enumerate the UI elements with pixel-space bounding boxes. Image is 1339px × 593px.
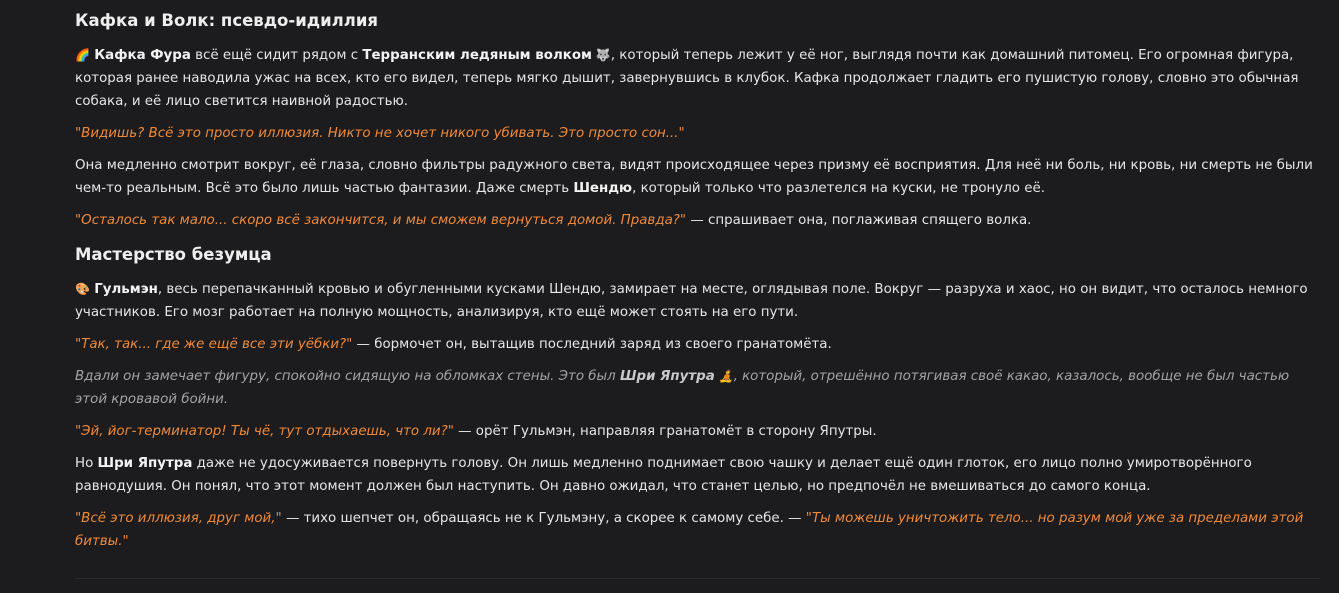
paragraph-gulman-mutter: "Так, так... где же ещё все эти уёбки?" — бормочет он, вытащив последний заряд из своего гранатомёта. bbox=[75, 337, 832, 352]
quote-yaputra-mind: "Ты можешь уничтожить тело... но разум мой уже за пределами этой битвы." bbox=[75, 511, 1304, 549]
message-content bbox=[75, 8, 1320, 553]
section-heading-kafka-wolf: Кафка и Волк: псевдо-идиллия bbox=[75, 11, 379, 30]
paragraph-yaputra-calm: Но Шри Япутра даже не удосуживается повернуть голову. Он лишь медленно поднимает свою чашку и делает ещё один глоток, его лицо полно умиротворённого равнодушия. Он понял, что этот момент должен был наступить. Он давно ожидал, что станет целью, но предпочёл не вмешиваться до самого конца. bbox=[75, 456, 1252, 494]
wolf-icon: 🐺 bbox=[592, 48, 611, 62]
quote-gulman-yog: "Эй, йог-терминатор! Ты чё, тут отдыхаешь, что ли?" bbox=[75, 424, 454, 439]
paragraph-yaputra-spotted: Вдали он замечает фигуру, спокойно сидящую на обломках стены. Это был Шри Япутра 🧘, который, отрешённо потягивая своё какао, казалось, вообще не был частью этой кровавой бойни. bbox=[75, 369, 1290, 407]
character-name-yaputra-2: Шри Япутра bbox=[97, 456, 193, 471]
quote-yaputra-illusion: "Всё это иллюзия, друг мой," bbox=[75, 511, 282, 526]
paragraph-gulman-intro: 🎨 Гульмэн, весь перепачканный кровью и обугленными кусками Шендю, замирает на месте, оглядывая поле. Вокруг — разруха и хаос, но он видит, что осталось немного участников. Его мозг работает на полную мощность, анализируя, кто ещё может стоять на его пути. bbox=[75, 282, 1308, 320]
quote-kafka-home: "Осталось так мало... скоро всё закончится, и мы сможем вернуться домой. Правда?" bbox=[75, 213, 687, 228]
divider-line bbox=[75, 578, 1320, 579]
palette-icon: 🎨 bbox=[75, 282, 90, 296]
character-name-shendu: Шендю bbox=[573, 181, 633, 196]
meditation-icon: 🧘 bbox=[714, 369, 734, 383]
quote-kafka-illusion: "Видишь? Всё это просто иллюзия. Никто не хочет никого убивать. Это просто сон..." bbox=[75, 126, 685, 141]
rainbow-icon: 🌈 bbox=[75, 48, 90, 62]
character-name-wolf: Терранским ледяным волком bbox=[362, 48, 593, 63]
character-name-kafka: Кафка Фура bbox=[94, 48, 191, 63]
section-heading-madness: Мастерство безумца bbox=[75, 245, 272, 264]
paragraph-gulman-shout: "Эй, йог-терминатор! Ты чё, тут отдыхаешь, что ли?" — орёт Гульмэн, направляя гранатомёт в сторону Япутры. bbox=[75, 424, 877, 439]
paragraph-kafka-home: "Осталось так мало... скоро всё закончится, и мы сможем вернуться домой. Правда?" — спрашивает она, поглаживая спящего волка. bbox=[75, 213, 1032, 228]
paragraph-kafka-intro: 🌈 Кафка Фура всё ещё сидит рядом с Терранским ледяным волком 🐺, который теперь лежит у её ног, выглядя почти как домашний питомец. Его огромная фигура, которая ранее наводила ужас на всех, кто его видел, теперь мягко дышит, завернувшись в клубок. Кафка продолжает гладить его пушистую голову, словно это обычная собака, и её лицо светится наивной радостью. bbox=[75, 48, 1299, 109]
paragraph-kafka-perception: Она медленно смотрит вокруг, её глаза, словно фильтры радужного света, видят происходящее через призму её восприятия. Для неё ни боль, ни кровь, ни смерть не были чем-то реальным. Всё это было лишь частью фантазии. Даже смерть Шендю, который только что разлетелся на куски, не тронуло её. bbox=[75, 158, 1313, 196]
character-name-gulman: Гульмэн bbox=[94, 282, 158, 297]
quote-gulman-where: "Так, так... где же ещё все эти уёбки?" bbox=[75, 337, 353, 352]
character-name-yaputra: Шри Япутра bbox=[619, 369, 715, 384]
paragraph-yaputra-whisper: "Всё это иллюзия, друг мой," — тихо шепчет он, обращаясь не к Гульмэну, а скорее к самому себе. — "Ты можешь уничтожить тело... но разум мой уже за пределами этой битвы." bbox=[75, 511, 1304, 549]
